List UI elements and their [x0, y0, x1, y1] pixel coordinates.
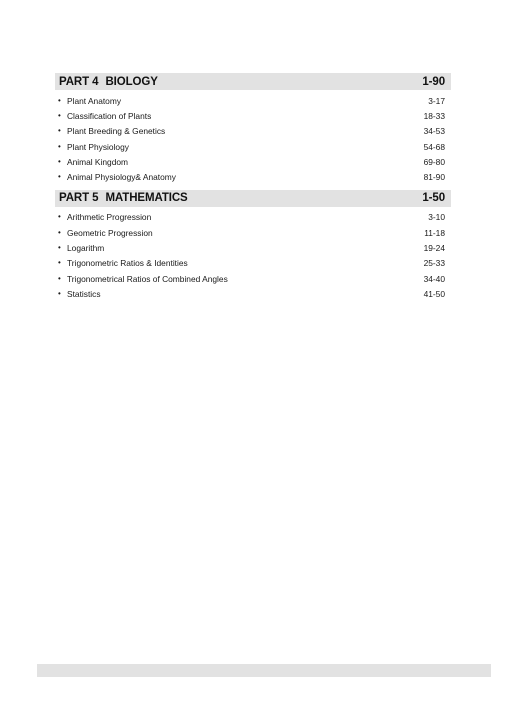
- chapter-pages: 3-10: [428, 212, 445, 223]
- chapter-item: [55, 271, 451, 286]
- bullet-icon: •: [58, 212, 61, 222]
- bullet-icon: •: [58, 95, 61, 105]
- bullet-icon: •: [58, 156, 61, 166]
- part-label: PART 4: [59, 75, 99, 88]
- chapter-pages: 54-68: [423, 141, 445, 152]
- bullet-icon: •: [58, 288, 61, 298]
- chapter-item: [55, 286, 451, 301]
- chapter-item: [55, 210, 451, 225]
- chapter-title: Classification of Plants: [67, 110, 152, 121]
- chapter-pages: 41-50: [423, 288, 445, 299]
- bullet-icon: •: [58, 126, 61, 136]
- bullet-icon: •: [58, 172, 61, 182]
- chapter-pages: 18-33: [423, 110, 445, 121]
- chapter-title: Statistics: [67, 288, 101, 299]
- chapter-list: [55, 90, 451, 190]
- chapter-title: Plant Breeding & Genetics: [67, 126, 166, 137]
- chapter-item: [55, 169, 451, 184]
- bullet-icon: •: [58, 243, 61, 253]
- chapter-item: [55, 139, 451, 154]
- chapter-title: Animal Physiology& Anatomy: [67, 172, 176, 183]
- chapter-pages: 34-40: [423, 273, 445, 284]
- chapter-title: Trigonometrical Ratios of Combined Angles: [67, 273, 228, 284]
- chapter-pages: 81-90: [423, 172, 445, 183]
- chapter-pages: 19-24: [423, 243, 445, 254]
- part-4-section: [55, 73, 451, 190]
- bullet-icon: •: [58, 141, 61, 151]
- part-subject: BIOLOGY: [105, 75, 158, 88]
- part-page-range: 1-50: [422, 192, 445, 205]
- chapter-title: Trigonometric Ratios & Identities: [67, 258, 188, 269]
- chapter-item: [55, 93, 451, 108]
- chapter-item: [55, 124, 451, 139]
- part-subject: MATHEMATICS: [105, 192, 188, 205]
- part-header: [55, 73, 451, 90]
- chapter-pages: 34-53: [423, 126, 445, 137]
- footer-bar: [37, 664, 491, 677]
- chapter-title: Logarithm: [67, 243, 105, 254]
- chapter-pages: 25-33: [423, 258, 445, 269]
- part-title: [59, 76, 158, 88]
- part-label: PART 5: [59, 192, 99, 205]
- bullet-icon: •: [58, 110, 61, 120]
- chapter-list: [55, 207, 451, 307]
- chapter-title: Animal Kingdom: [67, 156, 128, 167]
- chapter-title: Arithmetic Progression: [67, 212, 152, 223]
- part-5-section: [55, 190, 451, 307]
- chapter-item: [55, 240, 451, 255]
- chapter-title: Plant Anatomy: [67, 95, 122, 106]
- chapter-item: [55, 108, 451, 123]
- chapter-title: Plant Physiology: [67, 141, 129, 152]
- chapter-pages: 11-18: [424, 227, 445, 238]
- part-title: [59, 192, 188, 204]
- chapter-pages: 69-80: [423, 156, 445, 167]
- bullet-icon: •: [58, 273, 61, 283]
- chapter-item: [55, 225, 451, 240]
- table-of-contents: [55, 73, 451, 307]
- bullet-icon: •: [58, 258, 61, 268]
- chapter-title: Geometric Progression: [67, 227, 153, 238]
- chapter-pages: 3-17: [428, 95, 445, 106]
- part-page-range: 1-90: [422, 75, 445, 88]
- chapter-item: [55, 154, 451, 169]
- chapter-item: [55, 256, 451, 271]
- part-header: [55, 190, 451, 207]
- bullet-icon: •: [58, 227, 61, 237]
